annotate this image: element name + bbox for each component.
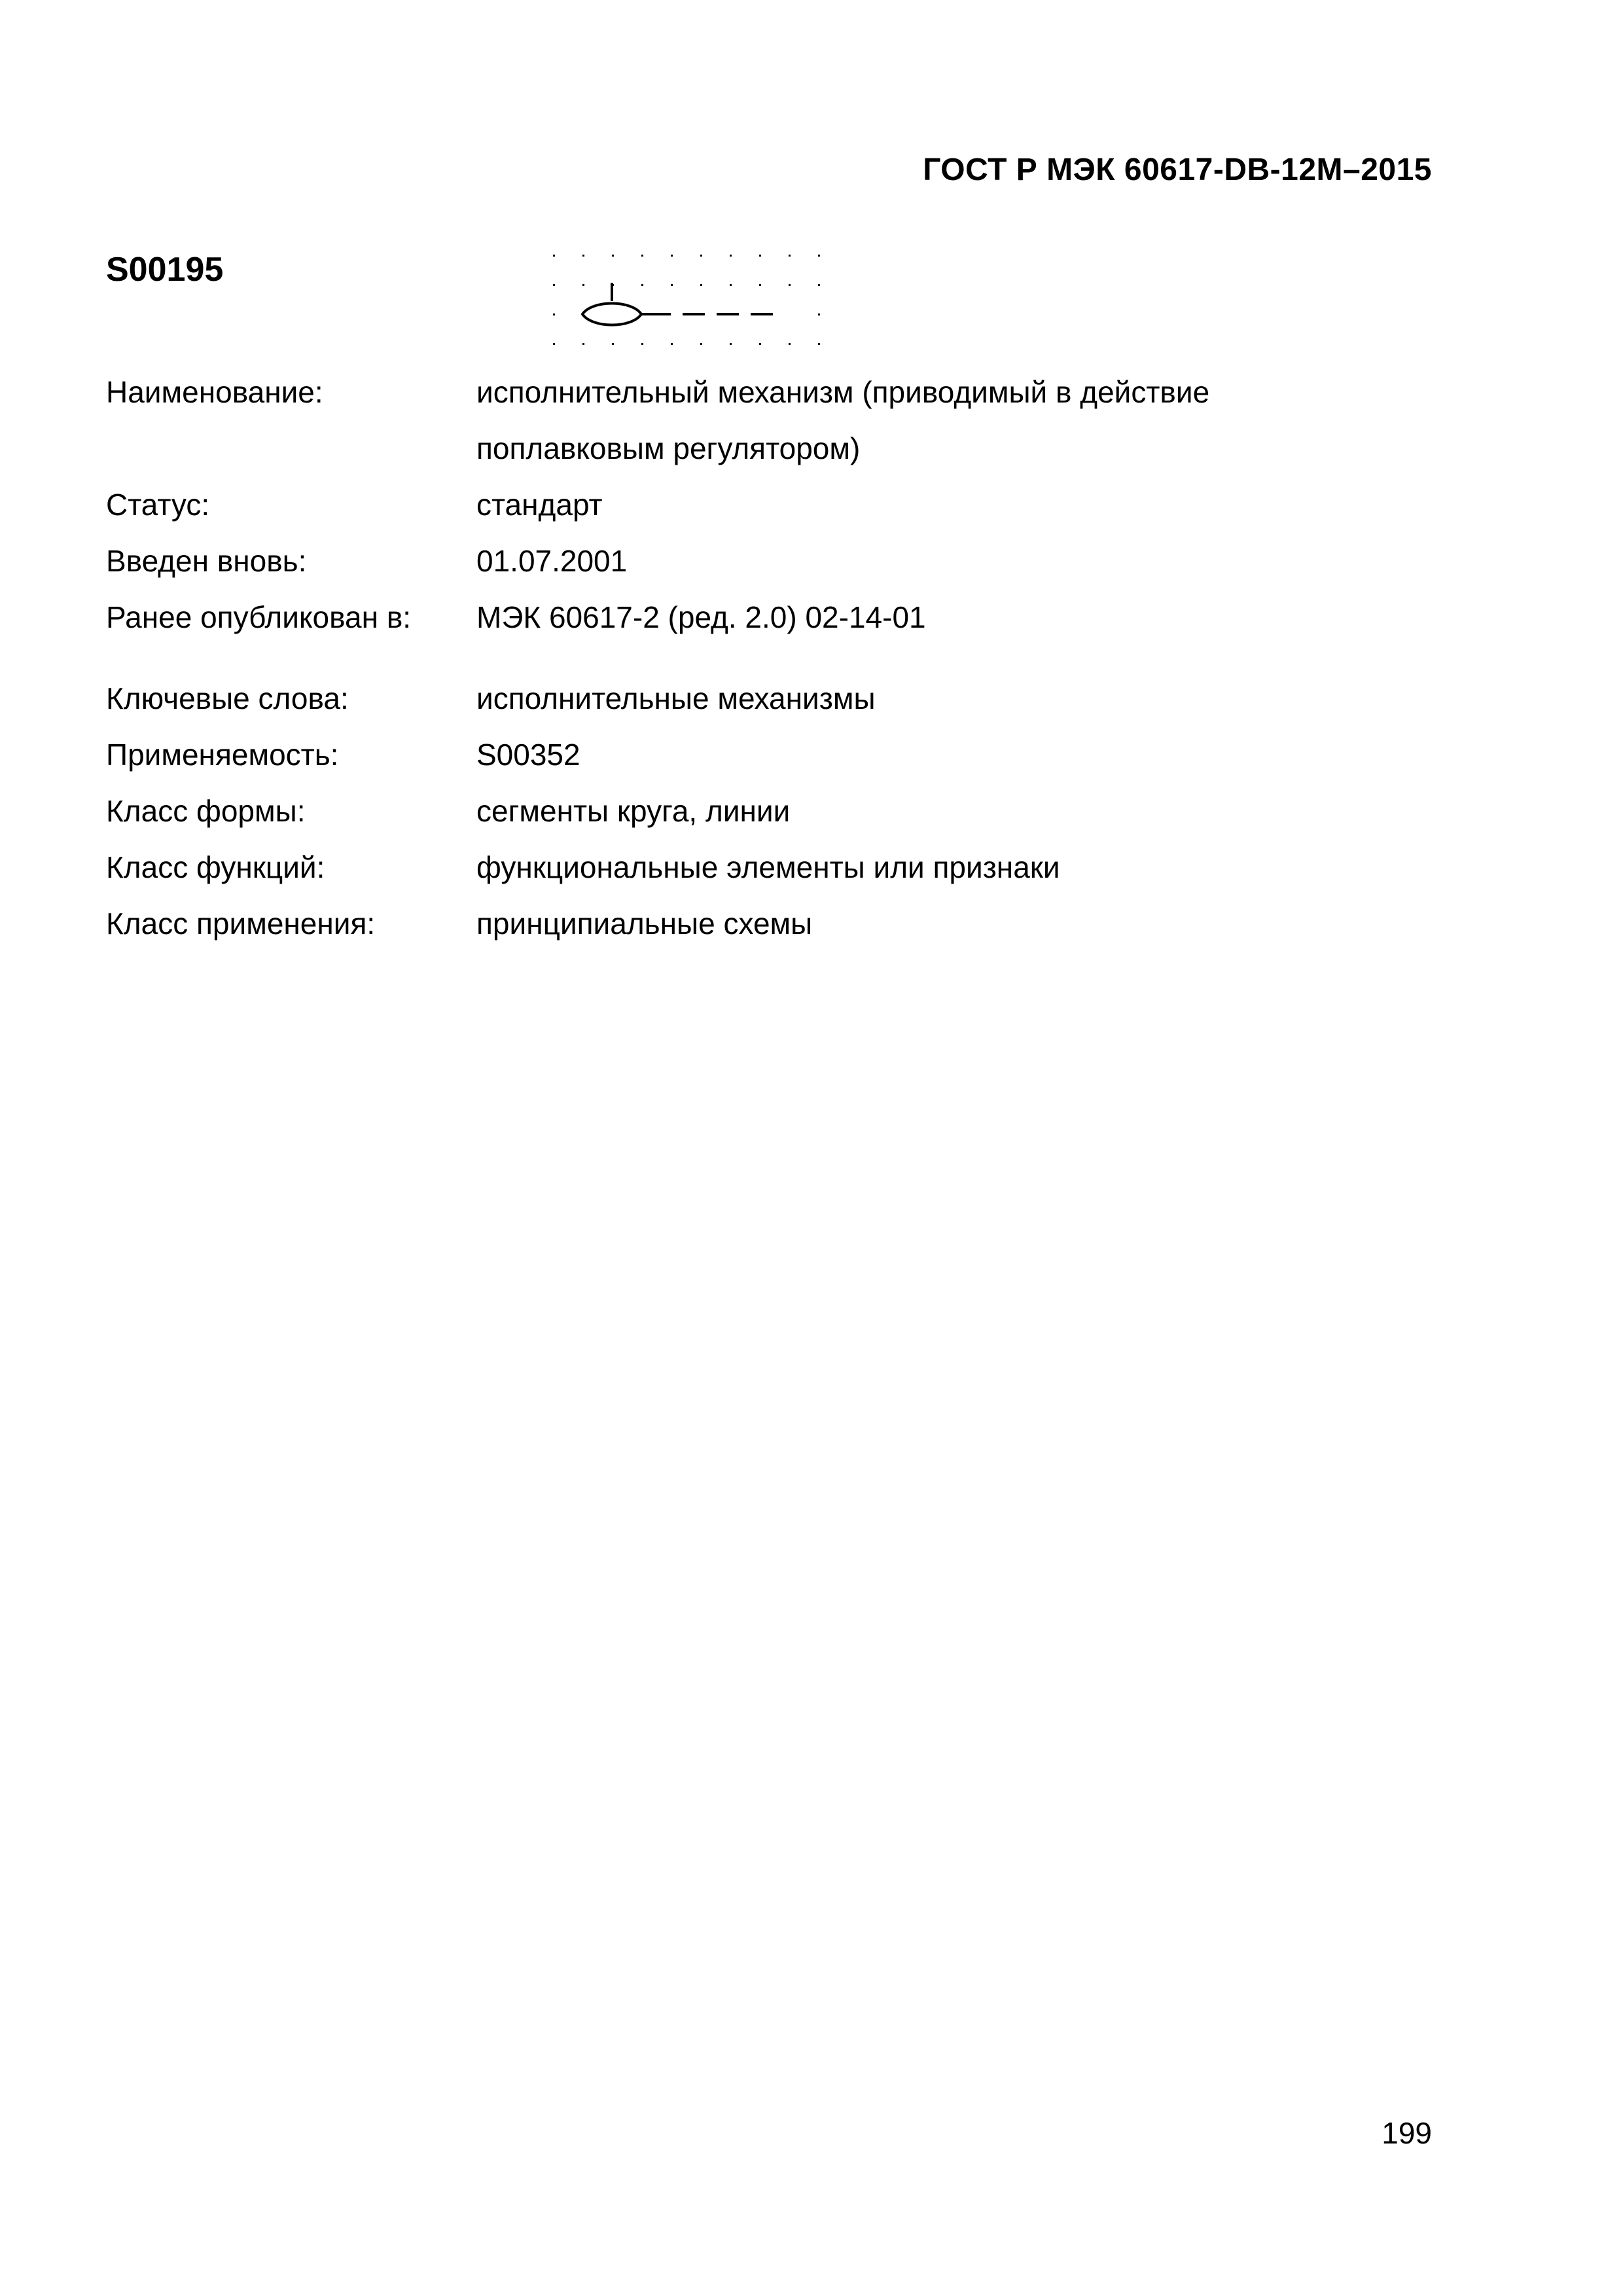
property-row-application-class (106, 895, 1480, 952)
property-value-line: принципиальные схемы (476, 906, 813, 941)
property-value (476, 364, 1480, 476)
property-label: Наименование: (106, 375, 323, 409)
float-actuator-symbol-icon (543, 243, 831, 355)
property-label: Применяемость: (106, 738, 339, 772)
property-value-line: МЭК 60617-2 (ред. 2.0) 02-14-01 (476, 600, 926, 634)
symbol-code: S00195 (106, 251, 224, 289)
property-label: Ранее опубликован в: (106, 600, 412, 634)
property-value-line: 01.07.2001 (476, 544, 628, 578)
property-row-function-class (106, 839, 1480, 895)
symbol-figure (543, 243, 831, 355)
property-value-line: исполнительный механизм (приводимый в действие (476, 375, 1210, 409)
property-row-applicability (106, 726, 1480, 783)
property-row-shape-class (106, 783, 1480, 839)
property-label: Класс применения: (106, 906, 376, 941)
property-value-line: исполнительные механизмы (476, 681, 876, 715)
property-value-line: S00352 (476, 738, 580, 772)
property-row-introduced (106, 533, 1480, 589)
property-value (476, 839, 1480, 895)
property-value (476, 895, 1480, 952)
property-value-line: функциональные элементы или признаки (476, 850, 1060, 884)
property-value-line: поплавковым регулятором) (476, 431, 861, 465)
property-value (476, 533, 1480, 589)
property-row-status (106, 476, 1480, 533)
property-value (476, 589, 1480, 645)
page-number: 199 (1382, 2116, 1432, 2150)
property-value (476, 670, 1480, 726)
property-value (476, 783, 1480, 839)
property-value (476, 726, 1480, 783)
standard-header: ГОСТ Р МЭК 60617-DB-12M–2015 (923, 152, 1432, 187)
property-label: Класс формы: (106, 794, 306, 828)
property-row-name (106, 364, 1480, 476)
property-label: Класс функций: (106, 850, 325, 884)
symbol-properties (106, 364, 1480, 952)
float-symbol (582, 283, 773, 325)
property-value-line: сегменты круга, линии (476, 794, 791, 828)
property-row-published-in (106, 589, 1480, 645)
property-row-keywords (106, 670, 1480, 726)
property-label: Введен вновь: (106, 544, 307, 578)
property-label: Статус: (106, 488, 210, 522)
grid-dots (553, 255, 820, 345)
property-label: Ключевые слова: (106, 681, 349, 715)
property-value (476, 476, 1480, 533)
property-value-line: стандарт (476, 488, 603, 522)
